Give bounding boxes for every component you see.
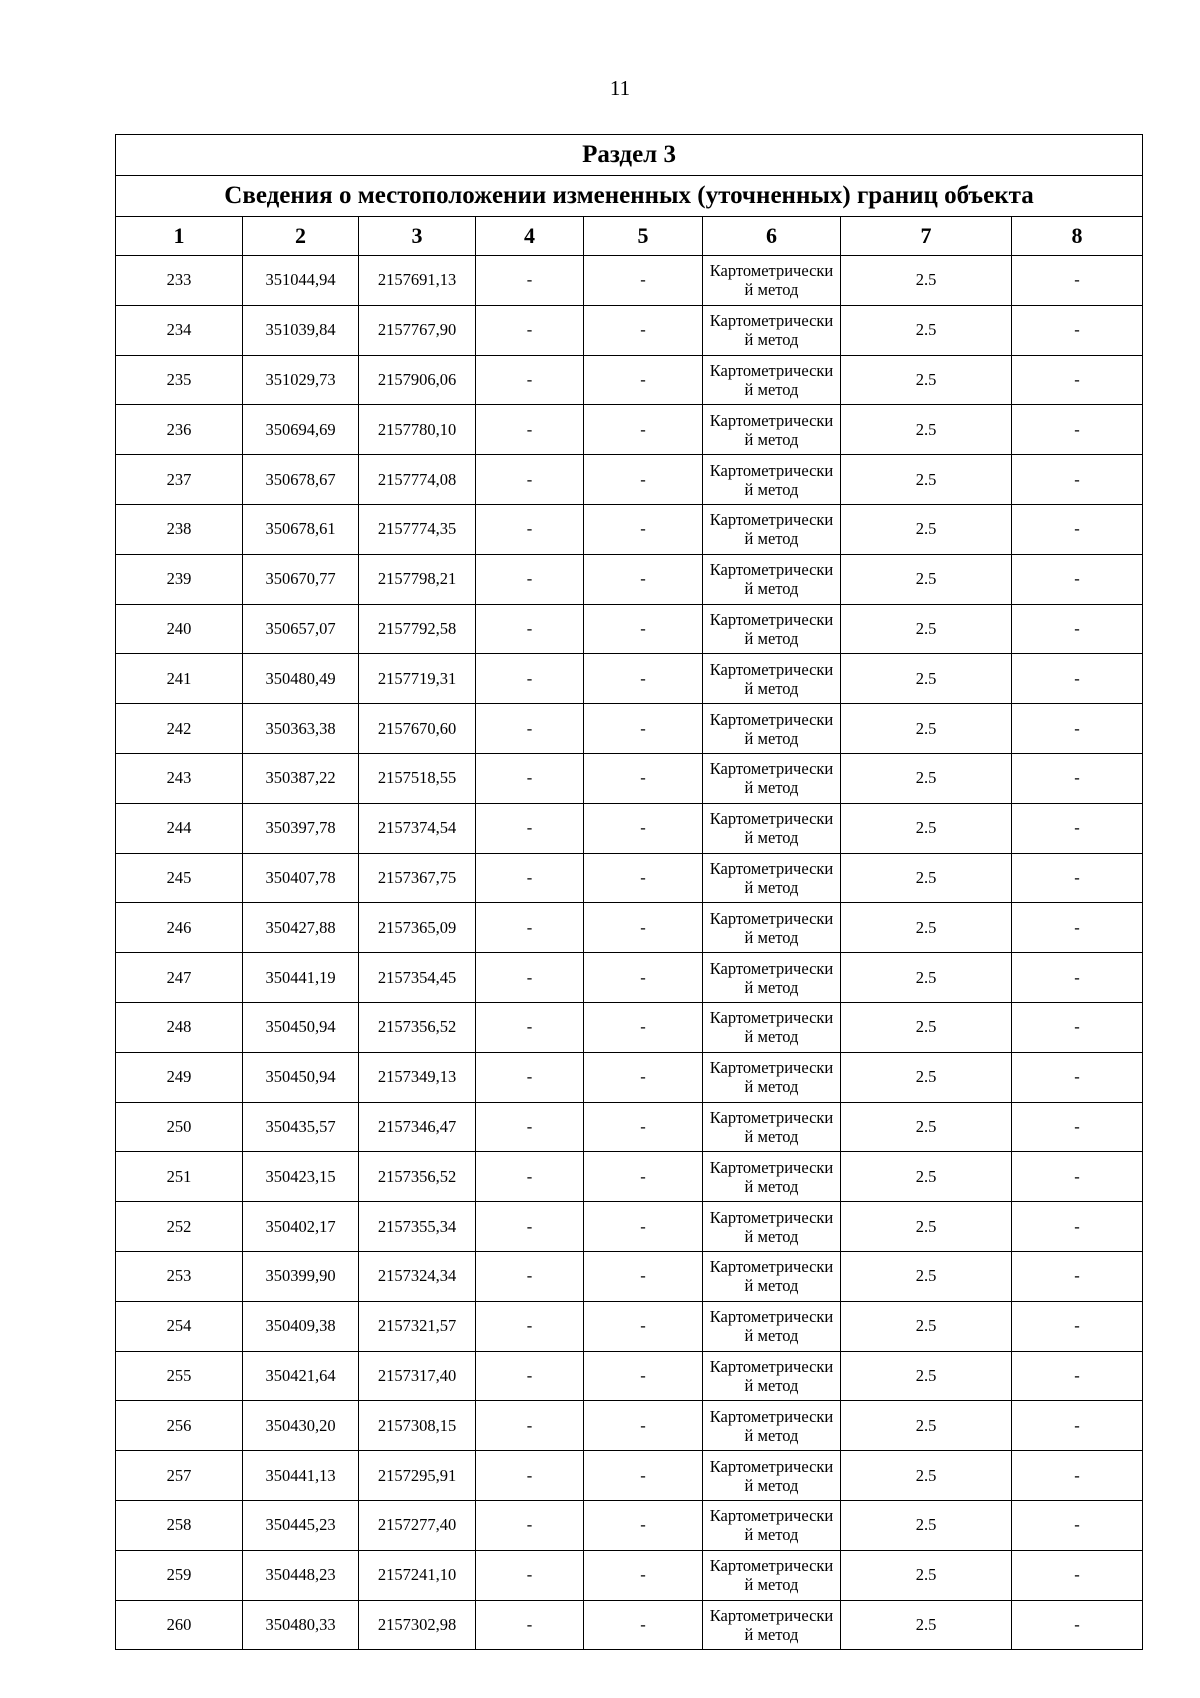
y-coordinate-cell: 2157356,52 <box>359 1002 476 1052</box>
method-cell: Картометрический метод <box>703 1550 841 1600</box>
table-body <box>116 256 1143 1650</box>
col4-cell: - <box>476 405 584 455</box>
point-number-cell: 234 <box>116 305 243 355</box>
accuracy-cell: 2.5 <box>841 405 1012 455</box>
point-number-cell: 233 <box>116 256 243 306</box>
y-coordinate-cell: 2157767,90 <box>359 305 476 355</box>
point-number-cell: 246 <box>116 903 243 953</box>
y-coordinate-cell: 2157367,75 <box>359 853 476 903</box>
table-row <box>116 1202 1143 1252</box>
x-coordinate-cell: 350397,78 <box>243 803 359 853</box>
col8-cell: - <box>1012 405 1143 455</box>
point-number-cell: 241 <box>116 654 243 704</box>
point-number-cell: 235 <box>116 355 243 405</box>
method-cell: Картометрический метод <box>703 1351 841 1401</box>
accuracy-cell: 2.5 <box>841 604 1012 654</box>
col5-cell: - <box>584 803 703 853</box>
y-coordinate-cell: 2157324,34 <box>359 1251 476 1301</box>
method-cell: Картометрический метод <box>703 1052 841 1102</box>
col5-cell: - <box>584 405 703 455</box>
accuracy-cell: 2.5 <box>841 753 1012 803</box>
col8-cell: - <box>1012 1002 1143 1052</box>
col8-cell: - <box>1012 1102 1143 1152</box>
y-coordinate-cell: 2157365,09 <box>359 903 476 953</box>
column-header-row <box>116 217 1143 256</box>
col8-cell: - <box>1012 853 1143 903</box>
method-cell: Картометрический метод <box>703 1152 841 1202</box>
x-coordinate-cell: 350402,17 <box>243 1202 359 1252</box>
method-cell: Картометрический метод <box>703 1401 841 1451</box>
col5-cell: - <box>584 1052 703 1102</box>
y-coordinate-cell: 2157670,60 <box>359 704 476 754</box>
y-coordinate-cell: 2157241,10 <box>359 1550 476 1600</box>
table-row <box>116 305 1143 355</box>
accuracy-cell: 2.5 <box>841 1451 1012 1501</box>
method-cell: Картометрический метод <box>703 1301 841 1351</box>
table-row <box>116 1401 1143 1451</box>
col4-cell: - <box>476 803 584 853</box>
x-coordinate-cell: 350441,19 <box>243 953 359 1003</box>
x-coordinate-cell: 350678,61 <box>243 504 359 554</box>
point-number-cell: 254 <box>116 1301 243 1351</box>
y-coordinate-cell: 2157780,10 <box>359 405 476 455</box>
x-coordinate-cell: 350448,23 <box>243 1550 359 1600</box>
table-row <box>116 1600 1143 1650</box>
method-cell: Картометрический метод <box>703 953 841 1003</box>
x-coordinate-cell: 350427,88 <box>243 903 359 953</box>
column-header: 4 <box>476 217 584 256</box>
accuracy-cell: 2.5 <box>841 1251 1012 1301</box>
y-coordinate-cell: 2157346,47 <box>359 1102 476 1152</box>
x-coordinate-cell: 351044,94 <box>243 256 359 306</box>
accuracy-cell: 2.5 <box>841 1301 1012 1351</box>
method-cell: Картометрический метод <box>703 355 841 405</box>
point-number-cell: 240 <box>116 604 243 654</box>
col5-cell: - <box>584 1202 703 1252</box>
y-coordinate-cell: 2157308,15 <box>359 1401 476 1451</box>
col4-cell: - <box>476 554 584 604</box>
col4-cell: - <box>476 1301 584 1351</box>
method-cell: Картометрический метод <box>703 1002 841 1052</box>
col8-cell: - <box>1012 654 1143 704</box>
col8-cell: - <box>1012 953 1143 1003</box>
col5-cell: - <box>584 654 703 704</box>
col5-cell: - <box>584 953 703 1003</box>
method-cell: Картометрический метод <box>703 903 841 953</box>
method-cell: Картометрический метод <box>703 604 841 654</box>
y-coordinate-cell: 2157774,35 <box>359 504 476 554</box>
col8-cell: - <box>1012 1152 1143 1202</box>
y-coordinate-cell: 2157349,13 <box>359 1052 476 1102</box>
col8-cell: - <box>1012 803 1143 853</box>
table-row <box>116 953 1143 1003</box>
col8-cell: - <box>1012 753 1143 803</box>
y-coordinate-cell: 2157719,31 <box>359 654 476 704</box>
table-row <box>116 654 1143 704</box>
accuracy-cell: 2.5 <box>841 1002 1012 1052</box>
y-coordinate-cell: 2157798,21 <box>359 554 476 604</box>
accuracy-cell: 2.5 <box>841 355 1012 405</box>
table-row <box>116 1301 1143 1351</box>
table-row <box>116 903 1143 953</box>
col4-cell: - <box>476 953 584 1003</box>
col5-cell: - <box>584 1500 703 1550</box>
accuracy-cell: 2.5 <box>841 1351 1012 1401</box>
accuracy-cell: 2.5 <box>841 853 1012 903</box>
section-title: Раздел 3 <box>116 135 1143 176</box>
y-coordinate-cell: 2157277,40 <box>359 1500 476 1550</box>
accuracy-cell: 2.5 <box>841 654 1012 704</box>
x-coordinate-cell: 351039,84 <box>243 305 359 355</box>
column-header: 1 <box>116 217 243 256</box>
col5-cell: - <box>584 504 703 554</box>
x-coordinate-cell: 350480,33 <box>243 1600 359 1650</box>
col4-cell: - <box>476 1550 584 1600</box>
accuracy-cell: 2.5 <box>841 1401 1012 1451</box>
col5-cell: - <box>584 1600 703 1650</box>
table-row <box>116 1500 1143 1550</box>
method-cell: Картометрический метод <box>703 853 841 903</box>
col5-cell: - <box>584 853 703 903</box>
x-coordinate-cell: 350363,38 <box>243 704 359 754</box>
x-coordinate-cell: 350399,90 <box>243 1251 359 1301</box>
table-row <box>116 1152 1143 1202</box>
col4-cell: - <box>476 455 584 505</box>
col4-cell: - <box>476 256 584 306</box>
accuracy-cell: 2.5 <box>841 704 1012 754</box>
x-coordinate-cell: 350450,94 <box>243 1052 359 1102</box>
y-coordinate-cell: 2157906,06 <box>359 355 476 405</box>
x-coordinate-cell: 350387,22 <box>243 753 359 803</box>
point-number-cell: 260 <box>116 1600 243 1650</box>
column-header: 5 <box>584 217 703 256</box>
y-coordinate-cell: 2157774,08 <box>359 455 476 505</box>
col4-cell: - <box>476 604 584 654</box>
point-number-cell: 252 <box>116 1202 243 1252</box>
method-cell: Картометрический метод <box>703 405 841 455</box>
point-number-cell: 247 <box>116 953 243 1003</box>
col8-cell: - <box>1012 1600 1143 1650</box>
col8-cell: - <box>1012 604 1143 654</box>
col8-cell: - <box>1012 1202 1143 1252</box>
col5-cell: - <box>584 355 703 405</box>
col8-cell: - <box>1012 903 1143 953</box>
x-coordinate-cell: 350694,69 <box>243 405 359 455</box>
method-cell: Картометрический метод <box>703 554 841 604</box>
accuracy-cell: 2.5 <box>841 1202 1012 1252</box>
col8-cell: - <box>1012 256 1143 306</box>
col8-cell: - <box>1012 1251 1143 1301</box>
method-cell: Картометрический метод <box>703 305 841 355</box>
point-number-cell: 244 <box>116 803 243 853</box>
col4-cell: - <box>476 903 584 953</box>
boundary-table <box>115 134 1143 1650</box>
x-coordinate-cell: 350678,67 <box>243 455 359 505</box>
col8-cell: - <box>1012 704 1143 754</box>
y-coordinate-cell: 2157355,34 <box>359 1202 476 1252</box>
column-header: 7 <box>841 217 1012 256</box>
col8-cell: - <box>1012 1052 1143 1102</box>
accuracy-cell: 2.5 <box>841 504 1012 554</box>
col4-cell: - <box>476 1102 584 1152</box>
point-number-cell: 236 <box>116 405 243 455</box>
col4-cell: - <box>476 305 584 355</box>
page-number: 11 <box>609 76 631 100</box>
method-cell: Картометрический метод <box>703 1102 841 1152</box>
column-header: 6 <box>703 217 841 256</box>
col5-cell: - <box>584 1301 703 1351</box>
col5-cell: - <box>584 1152 703 1202</box>
table-row <box>116 1251 1143 1301</box>
table-row <box>116 604 1143 654</box>
method-cell: Картометрический метод <box>703 803 841 853</box>
y-coordinate-cell: 2157321,57 <box>359 1301 476 1351</box>
table-row <box>116 455 1143 505</box>
col4-cell: - <box>476 1500 584 1550</box>
accuracy-cell: 2.5 <box>841 803 1012 853</box>
accuracy-cell: 2.5 <box>841 256 1012 306</box>
col8-cell: - <box>1012 1500 1143 1550</box>
point-number-cell: 238 <box>116 504 243 554</box>
col4-cell: - <box>476 1052 584 1102</box>
y-coordinate-cell: 2157792,58 <box>359 604 476 654</box>
col4-cell: - <box>476 1600 584 1650</box>
col4-cell: - <box>476 704 584 754</box>
y-coordinate-cell: 2157518,55 <box>359 753 476 803</box>
method-cell: Картометрический метод <box>703 1251 841 1301</box>
table-row <box>116 704 1143 754</box>
accuracy-cell: 2.5 <box>841 1052 1012 1102</box>
col5-cell: - <box>584 1401 703 1451</box>
point-number-cell: 256 <box>116 1401 243 1451</box>
col8-cell: - <box>1012 554 1143 604</box>
table-row <box>116 753 1143 803</box>
col8-cell: - <box>1012 1351 1143 1401</box>
col5-cell: - <box>584 455 703 505</box>
col8-cell: - <box>1012 1401 1143 1451</box>
col4-cell: - <box>476 504 584 554</box>
x-coordinate-cell: 350657,07 <box>243 604 359 654</box>
point-number-cell: 251 <box>116 1152 243 1202</box>
point-number-cell: 239 <box>116 554 243 604</box>
point-number-cell: 245 <box>116 853 243 903</box>
y-coordinate-cell: 2157354,45 <box>359 953 476 1003</box>
point-number-cell: 248 <box>116 1002 243 1052</box>
table-row <box>116 405 1143 455</box>
accuracy-cell: 2.5 <box>841 1550 1012 1600</box>
point-number-cell: 237 <box>116 455 243 505</box>
col8-cell: - <box>1012 455 1143 505</box>
col5-cell: - <box>584 1550 703 1600</box>
method-cell: Картометрический метод <box>703 455 841 505</box>
table-row <box>116 1351 1143 1401</box>
col4-cell: - <box>476 753 584 803</box>
col8-cell: - <box>1012 355 1143 405</box>
table-row <box>116 256 1143 306</box>
table-row <box>116 1052 1143 1102</box>
table-row <box>116 1550 1143 1600</box>
table-row <box>116 1102 1143 1152</box>
col5-cell: - <box>584 1351 703 1401</box>
y-coordinate-cell: 2157691,13 <box>359 256 476 306</box>
accuracy-cell: 2.5 <box>841 1500 1012 1550</box>
accuracy-cell: 2.5 <box>841 953 1012 1003</box>
point-number-cell: 259 <box>116 1550 243 1600</box>
method-cell: Картометрический метод <box>703 654 841 704</box>
col4-cell: - <box>476 1251 584 1301</box>
point-number-cell: 253 <box>116 1251 243 1301</box>
table-row <box>116 554 1143 604</box>
column-header: 8 <box>1012 217 1143 256</box>
method-cell: Картометрический метод <box>703 256 841 306</box>
point-number-cell: 258 <box>116 1500 243 1550</box>
table-row <box>116 1002 1143 1052</box>
col4-cell: - <box>476 355 584 405</box>
col5-cell: - <box>584 305 703 355</box>
col8-cell: - <box>1012 1451 1143 1501</box>
x-coordinate-cell: 350435,57 <box>243 1102 359 1152</box>
table-row <box>116 803 1143 853</box>
x-coordinate-cell: 350421,64 <box>243 1351 359 1401</box>
col4-cell: - <box>476 1002 584 1052</box>
x-coordinate-cell: 350670,77 <box>243 554 359 604</box>
method-cell: Картометрический метод <box>703 1202 841 1252</box>
table-row <box>116 504 1143 554</box>
table-row <box>116 355 1143 405</box>
method-cell: Картометрический метод <box>703 753 841 803</box>
point-number-cell: 249 <box>116 1052 243 1102</box>
col4-cell: - <box>476 1351 584 1401</box>
x-coordinate-cell: 351029,73 <box>243 355 359 405</box>
col4-cell: - <box>476 1451 584 1501</box>
col5-cell: - <box>584 604 703 654</box>
accuracy-cell: 2.5 <box>841 903 1012 953</box>
col5-cell: - <box>584 554 703 604</box>
x-coordinate-cell: 350441,13 <box>243 1451 359 1501</box>
col4-cell: - <box>476 654 584 704</box>
y-coordinate-cell: 2157356,52 <box>359 1152 476 1202</box>
x-coordinate-cell: 350430,20 <box>243 1401 359 1451</box>
accuracy-cell: 2.5 <box>841 455 1012 505</box>
y-coordinate-cell: 2157295,91 <box>359 1451 476 1501</box>
table-row <box>116 1451 1143 1501</box>
method-cell: Картометрический метод <box>703 1600 841 1650</box>
method-cell: Картометрический метод <box>703 704 841 754</box>
y-coordinate-cell: 2157317,40 <box>359 1351 476 1401</box>
method-cell: Картометрический метод <box>703 504 841 554</box>
x-coordinate-cell: 350407,78 <box>243 853 359 903</box>
point-number-cell: 243 <box>116 753 243 803</box>
col5-cell: - <box>584 1002 703 1052</box>
point-number-cell: 242 <box>116 704 243 754</box>
point-number-cell: 257 <box>116 1451 243 1501</box>
x-coordinate-cell: 350423,15 <box>243 1152 359 1202</box>
col8-cell: - <box>1012 504 1143 554</box>
y-coordinate-cell: 2157302,98 <box>359 1600 476 1650</box>
col5-cell: - <box>584 753 703 803</box>
x-coordinate-cell: 350409,38 <box>243 1301 359 1351</box>
col4-cell: - <box>476 1401 584 1451</box>
col4-cell: - <box>476 1152 584 1202</box>
col5-cell: - <box>584 903 703 953</box>
point-number-cell: 250 <box>116 1102 243 1152</box>
col4-cell: - <box>476 853 584 903</box>
method-cell: Картометрический метод <box>703 1500 841 1550</box>
y-coordinate-cell: 2157374,54 <box>359 803 476 853</box>
x-coordinate-cell: 350450,94 <box>243 1002 359 1052</box>
col5-cell: - <box>584 704 703 754</box>
col5-cell: - <box>584 256 703 306</box>
col5-cell: - <box>584 1251 703 1301</box>
col5-cell: - <box>584 1102 703 1152</box>
x-coordinate-cell: 350445,23 <box>243 1500 359 1550</box>
col8-cell: - <box>1012 1301 1143 1351</box>
col8-cell: - <box>1012 305 1143 355</box>
table-row <box>116 853 1143 903</box>
accuracy-cell: 2.5 <box>841 305 1012 355</box>
col8-cell: - <box>1012 1550 1143 1600</box>
x-coordinate-cell: 350480,49 <box>243 654 359 704</box>
accuracy-cell: 2.5 <box>841 1600 1012 1650</box>
col5-cell: - <box>584 1451 703 1501</box>
col4-cell: - <box>476 1202 584 1252</box>
column-header: 2 <box>243 217 359 256</box>
accuracy-cell: 2.5 <box>841 554 1012 604</box>
point-number-cell: 255 <box>116 1351 243 1401</box>
column-header: 3 <box>359 217 476 256</box>
method-cell: Картометрический метод <box>703 1451 841 1501</box>
accuracy-cell: 2.5 <box>841 1102 1012 1152</box>
accuracy-cell: 2.5 <box>841 1152 1012 1202</box>
section-subtitle: Сведения о местоположении измененных (уточненных) границ объекта <box>116 176 1143 217</box>
